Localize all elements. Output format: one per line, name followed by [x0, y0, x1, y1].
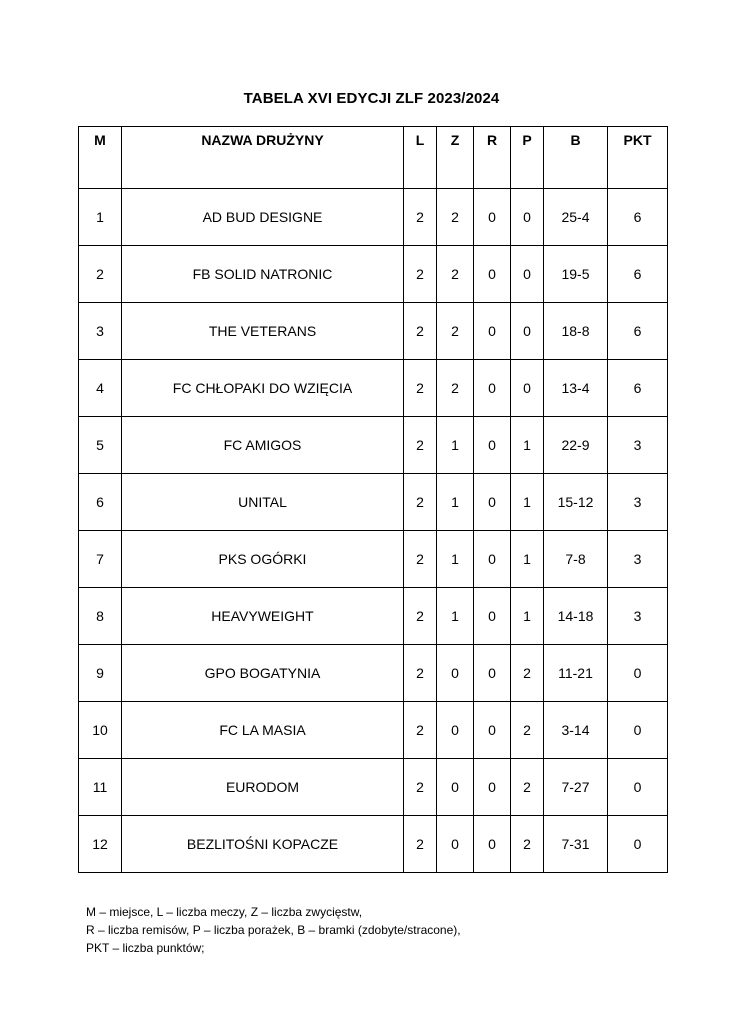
legend-line: PKT – liczba punktów; [86, 941, 205, 955]
table-row [79, 702, 668, 759]
legend-line: M – miejsce, L – liczba meczy, Z – liczba zwycięstw, [86, 905, 363, 919]
wins-cell: 0 [437, 816, 474, 873]
table-row [79, 645, 668, 702]
place-cell: 11 [79, 759, 122, 816]
standings-table [78, 126, 668, 873]
goals-cell: 13-4 [544, 360, 608, 417]
matches-cell: 2 [404, 816, 437, 873]
table-row [79, 360, 668, 417]
wins-cell: 0 [437, 645, 474, 702]
wins-cell: 1 [437, 588, 474, 645]
losses-cell: 0 [511, 189, 544, 246]
wins-cell: 1 [437, 531, 474, 588]
points-cell: 0 [608, 816, 668, 873]
place-cell: 2 [79, 246, 122, 303]
table-row [79, 189, 668, 246]
losses-cell: 2 [511, 816, 544, 873]
goals-cell: 25-4 [544, 189, 608, 246]
goals-cell: 22-9 [544, 417, 608, 474]
team-name-cell: FB SOLID NATRONIC [122, 246, 404, 303]
losses-cell: 2 [511, 759, 544, 816]
table-row [79, 417, 668, 474]
table-body [79, 189, 668, 873]
draws-cell: 0 [474, 303, 511, 360]
team-name-cell: THE VETERANS [122, 303, 404, 360]
losses-cell: 1 [511, 531, 544, 588]
points-cell: 6 [608, 246, 668, 303]
points-cell: 0 [608, 645, 668, 702]
points-cell: 6 [608, 189, 668, 246]
losses-cell: 1 [511, 417, 544, 474]
column-header-matches: L [404, 127, 437, 189]
points-cell: 3 [608, 531, 668, 588]
wins-cell: 2 [437, 189, 474, 246]
losses-cell: 1 [511, 474, 544, 531]
losses-cell: 2 [511, 645, 544, 702]
column-header-team-name: NAZWA DRUŻYNY [122, 127, 404, 189]
matches-cell: 2 [404, 531, 437, 588]
column-header-goals: B [544, 127, 608, 189]
place-cell: 7 [79, 531, 122, 588]
place-cell: 4 [79, 360, 122, 417]
table-header-row [79, 127, 668, 189]
matches-cell: 2 [404, 303, 437, 360]
team-name-cell: AD BUD DESIGNE [122, 189, 404, 246]
wins-cell: 2 [437, 360, 474, 417]
team-name-cell: UNITAL [122, 474, 404, 531]
column-header-wins: Z [437, 127, 474, 189]
table-row [79, 474, 668, 531]
wins-cell: 0 [437, 759, 474, 816]
matches-cell: 2 [404, 246, 437, 303]
team-name-cell: FC CHŁOPAKI DO WZIĘCIA [122, 360, 404, 417]
goals-cell: 14-18 [544, 588, 608, 645]
wins-cell: 2 [437, 303, 474, 360]
matches-cell: 2 [404, 645, 437, 702]
losses-cell: 0 [511, 303, 544, 360]
team-name-cell: GPO BOGATYNIA [122, 645, 404, 702]
goals-cell: 11-21 [544, 645, 608, 702]
matches-cell: 2 [404, 702, 437, 759]
place-cell: 10 [79, 702, 122, 759]
draws-cell: 0 [474, 246, 511, 303]
legend [86, 903, 461, 957]
place-cell: 3 [79, 303, 122, 360]
team-name-cell: BEZLITOŚNI KOPACZE [122, 816, 404, 873]
team-name-cell: PKS OGÓRKI [122, 531, 404, 588]
losses-cell: 1 [511, 588, 544, 645]
goals-cell: 7-27 [544, 759, 608, 816]
goals-cell: 15-12 [544, 474, 608, 531]
legend-line: R – liczba remisów, P – liczba porażek, B – bramki (zdobyte/stracone), [86, 923, 461, 937]
points-cell: 0 [608, 702, 668, 759]
draws-cell: 0 [474, 702, 511, 759]
goals-cell: 7-31 [544, 816, 608, 873]
wins-cell: 1 [437, 417, 474, 474]
column-header-losses: P [511, 127, 544, 189]
points-cell: 3 [608, 474, 668, 531]
table-row [79, 588, 668, 645]
wins-cell: 2 [437, 246, 474, 303]
points-cell: 3 [608, 588, 668, 645]
team-name-cell: FC AMIGOS [122, 417, 404, 474]
draws-cell: 0 [474, 588, 511, 645]
losses-cell: 0 [511, 360, 544, 417]
place-cell: 1 [79, 189, 122, 246]
matches-cell: 2 [404, 189, 437, 246]
goals-cell: 18-8 [544, 303, 608, 360]
goals-cell: 3-14 [544, 702, 608, 759]
matches-cell: 2 [404, 759, 437, 816]
team-name-cell: HEAVYWEIGHT [122, 588, 404, 645]
team-name-cell: EURODOM [122, 759, 404, 816]
goals-cell: 19-5 [544, 246, 608, 303]
place-cell: 9 [79, 645, 122, 702]
place-cell: 5 [79, 417, 122, 474]
draws-cell: 0 [474, 360, 511, 417]
matches-cell: 2 [404, 588, 437, 645]
table-row [79, 303, 668, 360]
points-cell: 3 [608, 417, 668, 474]
matches-cell: 2 [404, 474, 437, 531]
goals-cell: 7-8 [544, 531, 608, 588]
table-row [79, 759, 668, 816]
team-name-cell: FC LA MASIA [122, 702, 404, 759]
matches-cell: 2 [404, 360, 437, 417]
points-cell: 6 [608, 360, 668, 417]
place-cell: 8 [79, 588, 122, 645]
draws-cell: 0 [474, 417, 511, 474]
draws-cell: 0 [474, 759, 511, 816]
column-header-points: PKT [608, 127, 668, 189]
losses-cell: 2 [511, 702, 544, 759]
place-cell: 6 [79, 474, 122, 531]
draws-cell: 0 [474, 474, 511, 531]
column-header-draws: R [474, 127, 511, 189]
losses-cell: 0 [511, 246, 544, 303]
points-cell: 0 [608, 759, 668, 816]
draws-cell: 0 [474, 531, 511, 588]
wins-cell: 1 [437, 474, 474, 531]
table-row [79, 531, 668, 588]
draws-cell: 0 [474, 816, 511, 873]
page-title: TABELA XVI EDYCJI ZLF 2023/2024 [243, 90, 500, 107]
column-header-place: M [79, 127, 122, 189]
place-cell: 12 [79, 816, 122, 873]
draws-cell: 0 [474, 189, 511, 246]
wins-cell: 0 [437, 702, 474, 759]
draws-cell: 0 [474, 645, 511, 702]
table-row [79, 246, 668, 303]
points-cell: 6 [608, 303, 668, 360]
matches-cell: 2 [404, 417, 437, 474]
table-row [79, 816, 668, 873]
